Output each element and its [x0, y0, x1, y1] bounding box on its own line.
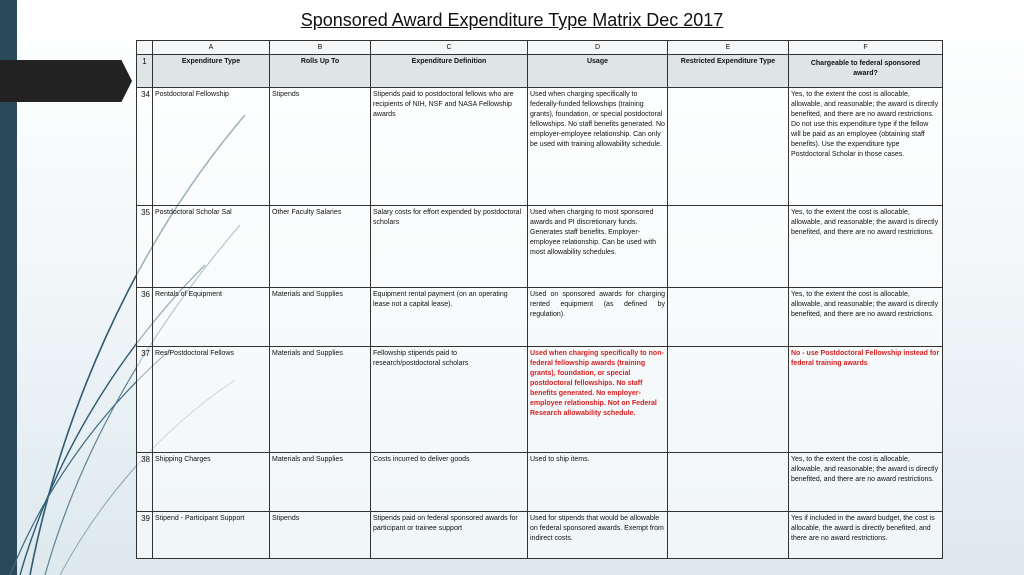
cell-restricted [668, 453, 789, 512]
column-letter: B [270, 41, 371, 55]
cell-usage-warning: Used when charging specifically to non-federal fellowship awards (training grants), foundation, or special postdoctoral fellowships. No staff benefits generated. No employer-employee relationship. Not on Federal Research allowability schedule. [528, 347, 668, 453]
cell-definition: Costs incurred to deliver goods [371, 453, 528, 512]
table-row [137, 88, 943, 206]
row-number: 37 [137, 347, 153, 453]
cell-rolls-up-to: Materials and Supplies [270, 453, 371, 512]
cell-restricted [668, 347, 789, 453]
cell-expenditure-type: Res/Postdoctoral Fellows [153, 347, 270, 453]
cell-definition: Equipment rental payment (on an operating lease not a capital lease). [371, 288, 528, 347]
cell-expenditure-type: Postdoctoral Scholar Sal [153, 206, 270, 288]
page-title: Sponsored Award Expenditure Type Matrix Dec 2017 [300, 10, 724, 30]
cell-chargeable: Yes, to the extent the cost is allocable, allowable, and reasonable; the award is directly benefited, and there are no award restrictions. [789, 206, 943, 288]
cell-restricted [668, 288, 789, 347]
cell-expenditure-type: Postdoctoral Fellowship [153, 88, 270, 206]
cell-definition: Stipends paid to postdoctoral fellows who are recipients of NIH, NSF and NASA Fellowship awards [371, 88, 528, 206]
cell-rolls-up-to: Stipends [270, 512, 371, 559]
table-row [137, 347, 943, 453]
cell-usage: Used when charging to most sponsored awards and PI discretionary funds. Generates staff benefits. Employer-employee relationship. Can be used with most allowability schedules. [528, 206, 668, 288]
column-letter: C [371, 41, 528, 55]
column-letter: D [528, 41, 668, 55]
row-number: 35 [137, 206, 153, 288]
cell-usage: Used for stipends that would be allowable on federal sponsored awards. Exempt from indirect costs. [528, 512, 668, 559]
column-letter: A [153, 41, 270, 55]
cell-chargeable: Yes if included in the award budget, the cost is allocable, the award is directly benefited, and there are no award restrictions. [789, 512, 943, 559]
row-number: 1 [137, 55, 153, 88]
table-row [137, 453, 943, 512]
cell-chargeable-warning: No - use Postdoctoral Fellowship instead for federal training awards [789, 347, 943, 453]
cell-expenditure-type: Stipend - Participant Support [153, 512, 270, 559]
cell-chargeable: Yes, to the extent the cost is allocable, allowable, and reasonable; the award is directly benefited, and there are no award restrictions. Do not use this expenditure type if the fellow will be paid as an employee (obtaining staff benefits). Use the expenditure type Postdoctoral Scholar in those cases. [789, 88, 943, 206]
cell-chargeable: Yes, to the extent the cost is allocable, allowable, and reasonable; the award is directly benefited, and there are no award restrictions. [789, 288, 943, 347]
cell-usage: Used when charging specifically to federally-funded fellowships (training grants), foundation, or special postdoctoral fellowships. No staff benefits generated. No employer-employee relationship. Can only be used with training allowability schedule. [528, 88, 668, 206]
table-row [137, 512, 943, 559]
header-restricted: Restricted Expenditure Type [668, 55, 789, 88]
section-tab-marker [0, 60, 132, 102]
cell-restricted [668, 512, 789, 559]
cell-chargeable: Yes, to the extent the cost is allocable, allowable, and reasonable; the award is directly benefited, and there are no award restrictions. [789, 453, 943, 512]
row-number: 34 [137, 88, 153, 206]
cell-restricted [668, 88, 789, 206]
cell-rolls-up-to: Other Faculty Salaries [270, 206, 371, 288]
table-row [137, 206, 943, 288]
header-definition: Expenditure Definition [371, 55, 528, 88]
cell-expenditure-type: Shipping Charges [153, 453, 270, 512]
corner-cell [137, 41, 153, 55]
row-number: 39 [137, 512, 153, 559]
header-rolls-up-to: Rolls Up To [270, 55, 371, 88]
row-number: 36 [137, 288, 153, 347]
column-letter: F [789, 41, 943, 55]
column-letter: E [668, 41, 789, 55]
header-expenditure-type: Expenditure Type [153, 55, 270, 88]
cell-restricted [668, 206, 789, 288]
cell-rolls-up-to: Stipends [270, 88, 371, 206]
cell-usage: Used on sponsored awards for charging rented equipment (as defined by regulation). [528, 288, 668, 347]
table-row [137, 288, 943, 347]
cell-definition: Salary costs for effort expended by postdoctoral scholars [371, 206, 528, 288]
row-number: 38 [137, 453, 153, 512]
cell-definition: Fellowship stipends paid to research/postdoctoral scholars [371, 347, 528, 453]
column-letter-row [137, 41, 943, 55]
header-row [137, 55, 943, 88]
cell-usage: Used to ship items. [528, 453, 668, 512]
cell-rolls-up-to: Materials and Supplies [270, 347, 371, 453]
header-chargeable: Chargeable to federal sponsored award? [789, 55, 943, 88]
cell-expenditure-type: Rentals of Equipment [153, 288, 270, 347]
cell-definition: Stipends paid on federal sponsored awards for participant or trainee support [371, 512, 528, 559]
expenditure-matrix-table [136, 40, 943, 559]
header-usage: Usage [528, 55, 668, 88]
cell-rolls-up-to: Materials and Supplies [270, 288, 371, 347]
